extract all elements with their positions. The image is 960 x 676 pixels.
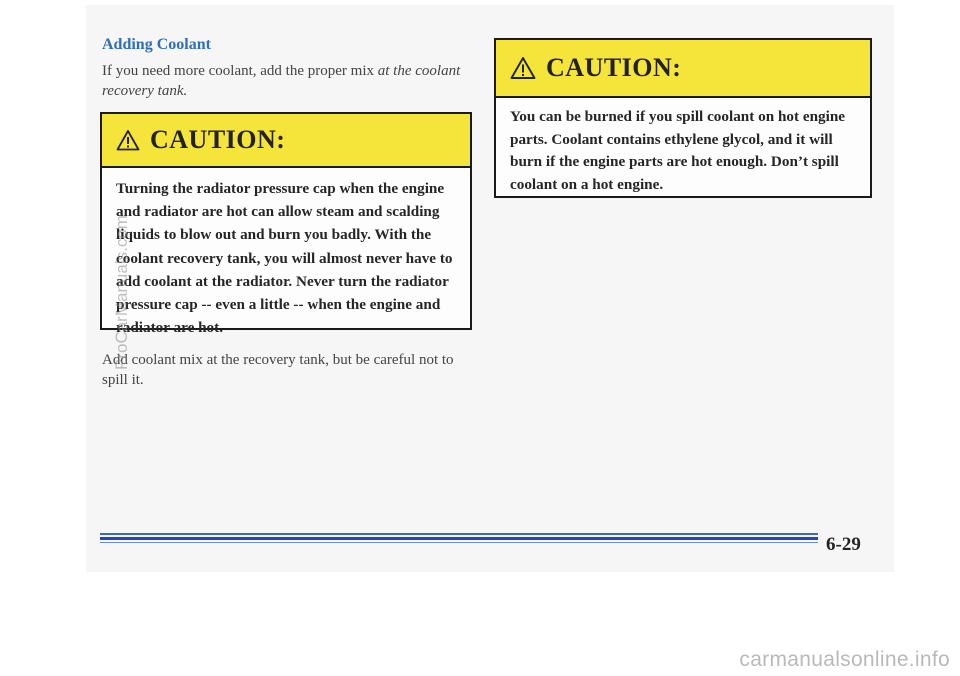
caution-header <box>496 40 870 98</box>
caution-box-radiator-cap <box>100 112 472 337</box>
footer-rule <box>100 531 818 545</box>
caution-header <box>102 114 470 168</box>
intro-italic-text: at the coolant recovery tank. <box>102 63 461 99</box>
intro-paragraph <box>102 61 482 101</box>
caution-title: CAUTION: <box>546 53 682 82</box>
caution-box-spill-coolant <box>494 38 872 198</box>
intro-text: If you need more coolant, add the proper mix <box>102 63 378 79</box>
side-watermark: ProCarManuals.com <box>112 215 131 370</box>
warning-triangle-icon <box>116 129 140 151</box>
body-paragraph: Add coolant mix at the recovery tank, but be careful not to spill it. <box>102 352 454 388</box>
section-heading: Adding Coolant <box>102 36 211 53</box>
warning-triangle-icon <box>510 56 536 80</box>
page-number: 6-29 <box>826 534 861 555</box>
footer-watermark: carmanualsonline.info <box>739 648 950 671</box>
caution-text: Turning the radiator pressure cap when the engine and radiator are hot can allow steam and scalding liquids to blow out and burn you badly. With the coolant recovery tank, you will almost never have to add coolant at the radiator. Never turn the radiator pressure cap -- even a little -- when the engine and radiator are hot. <box>116 180 453 337</box>
caution-text: You can be burned if you spill coolant on hot engine parts. Coolant contains ethylene glycol, and it will burn if the engine parts are hot enough. Don’t spill coolant on a hot engine. <box>510 108 846 193</box>
caution-title: CAUTION: <box>150 125 286 154</box>
